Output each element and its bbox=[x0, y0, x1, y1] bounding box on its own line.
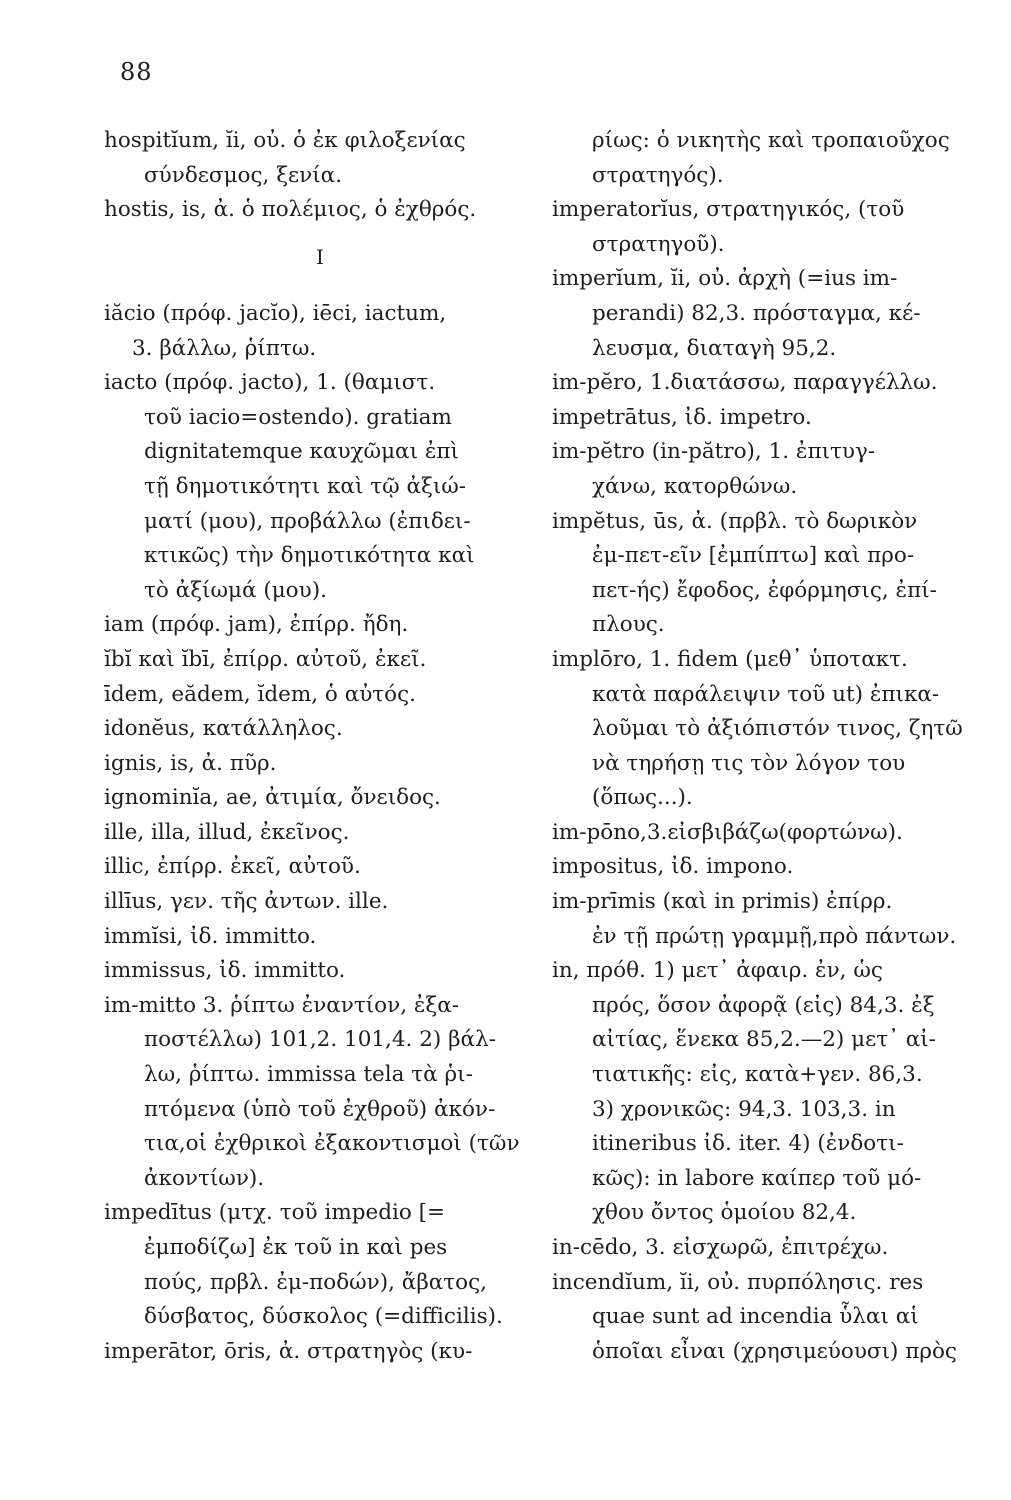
dictionary-line: τοῦ iacio=ostendo). gratiam bbox=[144, 404, 452, 430]
dictionary-line: dignitatemque καυχῶμαι ἐπὶ bbox=[144, 439, 459, 465]
dictionary-line: ἀκοντίων). bbox=[144, 1165, 265, 1191]
dictionary-line: 3) χρονικῶς: 94,3. 103,3. in bbox=[592, 1096, 896, 1122]
dictionary-line: 3. βάλλω, ῥίπτω. bbox=[132, 335, 317, 361]
dictionary-line: im-mitto 3. ῥίπτω ἐναντίον, ἐξα- bbox=[104, 992, 460, 1018]
dictionary-line: ἐμποδίζω] ἐκ τοῦ in καὶ pes bbox=[144, 1235, 448, 1260]
dictionary-line: im-pĕtro (in-pătro), 1. ἐπιτυγ- bbox=[552, 439, 876, 465]
dictionary-line: ignominĭa, ae, ἀτιμία, ὄνειδος. bbox=[104, 785, 441, 811]
section-letter-heading bbox=[104, 228, 544, 297]
dictionary-line: im-pĕro, 1.διατάσσω, παραγγέλλω. bbox=[552, 370, 938, 396]
dictionary-line: itineribus ἰδ. iter. 4) (ἐνδοτι- bbox=[592, 1131, 904, 1157]
dictionary-line: κατὰ παράλειψιν τοῦ ut) ἐπικα- bbox=[592, 681, 940, 707]
section-letter: I bbox=[316, 244, 324, 269]
dictionary-line: ματί (μου), προβάλλω (ἐπιδει- bbox=[144, 508, 471, 534]
dictionary-line: πτόμενα (ὑπὸ τοῦ ἐχθροῦ) ἀκόν- bbox=[144, 1096, 496, 1122]
dictionary-line: (ὅπως...). bbox=[592, 785, 693, 811]
dictionary-line: im-pōno,3.εἰσβιβάζω(φορτώνω). bbox=[552, 819, 903, 845]
dictionary-line: νὰ τηρήσῃ τις τὸν λόγον του bbox=[592, 750, 906, 776]
dictionary-line: impetrātus, ἰδ. impetro. bbox=[552, 404, 812, 430]
dictionary-line: στρατηγός). bbox=[592, 162, 724, 188]
dictionary-line: iăcio (πρόφ. jacĭo), iēci, iactum, bbox=[104, 300, 447, 326]
dictionary-line: κῶς): in labore καίπερ τοῦ μό- bbox=[592, 1165, 922, 1191]
dictionary-line: iacto (πρόφ. jacto), 1. (θαμιστ. bbox=[104, 370, 436, 396]
dictionary-line: impĕtus, ūs, ἀ. (πρβλ. τὸ δωρικὸν bbox=[552, 508, 918, 534]
left-column bbox=[104, 124, 544, 1369]
dictionary-line: ignis, is, ἀ. πῦρ. bbox=[104, 750, 277, 776]
dictionary-line: χθου ὄντος ὁμοίου 82,4. bbox=[592, 1200, 857, 1226]
dictionary-line: ille, illa, illud, ἐκεῖνος. bbox=[104, 819, 350, 845]
dictionary-line: in-cēdo, 3. εἰσχωρῶ, ἐπιτρέχω. bbox=[552, 1235, 889, 1260]
dictionary-line: immissus, ἰδ. immitto. bbox=[104, 958, 346, 984]
dictionary-line: πετ-ής) ἔφοδος, ἐφόρμησις, ἐπί- bbox=[592, 577, 937, 603]
dictionary-line: ἐμ-πετ-εῖν [ἐμπίπτω] καὶ προ- bbox=[592, 543, 915, 569]
dictionary-line: ρίως: ὁ νικητὴς καὶ τροπαιοῦχος bbox=[592, 128, 950, 153]
dictionary-line: ὁποῖαι εἶναι (χρησιμεύουσι) πρὸς bbox=[592, 1338, 957, 1364]
dictionary-line: δύσβατος, δύσκολος (=difficilis). bbox=[144, 1304, 503, 1330]
dictionary-line: immĭsi, ἰδ. immitto. bbox=[104, 923, 317, 949]
dictionary-line: κτικῶς) τὴν δημοτικότητα καὶ bbox=[144, 543, 475, 569]
right-column bbox=[552, 124, 978, 1369]
dictionary-line: τια,οἱ ἐχθρικοὶ ἐξακοντισμοὶ (τῶν bbox=[144, 1131, 520, 1157]
dictionary-line: incendĭum, ĭi, οὐ. πυρπόλησις. res bbox=[552, 1269, 924, 1295]
dictionary-line: σύνδεσμος, ξενία. bbox=[144, 162, 343, 188]
dictionary-line: ĭbĭ καὶ ĭbī, ἐπίρρ. αὐτοῦ, ἐκεῖ. bbox=[104, 646, 427, 672]
dictionary-line: hospitĭum, ĭi, οὐ. ὁ ἐκ φιλοξενίας bbox=[104, 128, 466, 153]
dictionary-line: imperatorĭus, στρατηγικός, (τοῦ bbox=[552, 197, 905, 223]
dictionary-line: imperĭum, ĭi, οὐ. ἀρχὴ (=ius im- bbox=[552, 266, 898, 292]
dictionary-line: ἐν τῇ πρώτῃ γραμμῇ,πρὸ πάντων. bbox=[592, 923, 957, 949]
dictionary-line: πούς, πρβλ. ἐμ-ποδών), ἄβατος, bbox=[144, 1269, 487, 1295]
dictionary-line: implōro, 1. fidem (μεθ᾽ ὑποτακτ. bbox=[552, 646, 908, 672]
dictionary-line: αἰτίας, ἕνεκα 85,2.—2) μετ᾽ αἰ- bbox=[592, 1027, 936, 1053]
dictionary-line: ποστέλλω) 101,2. 101,4. 2) βάλ- bbox=[144, 1027, 496, 1053]
dictionary-line: illic, ἐπίρρ. ἐκεῖ, αὐτοῦ. bbox=[104, 854, 361, 880]
dictionary-line: χάνω, κατορθώνω. bbox=[592, 473, 798, 499]
dictionary-line: im-prīmis (καὶ in primis) ἐπίρρ. bbox=[552, 889, 893, 915]
dictionary-line: illīus, γεν. τῆς ἀντων. ille. bbox=[104, 889, 389, 915]
dictionary-line: quae sunt ad incendia ὗλαι αἱ bbox=[592, 1304, 919, 1330]
dictionary-line: τῇ δημοτικότητι καὶ τῷ ἀξιώ- bbox=[144, 473, 467, 499]
dictionary-line: λω, ῥίπτω. immissa tela τὰ ῥι- bbox=[144, 1062, 473, 1088]
dictionary-line: iam (πρόφ. jam), ἐπίρρ. ἤδη. bbox=[104, 612, 409, 638]
dictionary-line: hostis, is, ἀ. ὁ πολέμιος, ὁ ἐχθρός. bbox=[104, 197, 477, 223]
dictionary-line: στρατηγοῦ). bbox=[592, 231, 725, 257]
dictionary-line: τὸ ἀξίωμά (μου). bbox=[144, 577, 327, 603]
dictionary-line: τιατικῆς: εἰς, κατὰ+γεν. 86,3. bbox=[592, 1062, 923, 1088]
dictionary-line: perandi) 82,3. πρόσταγμα, κέ- bbox=[592, 300, 921, 326]
dictionary-line: īdem, eădem, ĭdem, ὁ αὐτός. bbox=[104, 681, 417, 707]
dictionary-line: impositus, ἰδ. impono. bbox=[552, 854, 794, 880]
dictionary-line: imperātor, ōris, ἀ. στρατηγὸς (κυ- bbox=[104, 1338, 473, 1364]
dictionary-line: πρός, ὅσον ἀφορᾷ (εἰς) 84,3. ἐξ bbox=[592, 992, 935, 1018]
dictionary-line: λευσμα, διαταγὴ 95,2. bbox=[592, 335, 837, 361]
dictionary-line: impedītus (μτχ. τοῦ impedio [= bbox=[104, 1200, 446, 1226]
dictionary-line: idonĕus, κατάλληλος. bbox=[104, 716, 343, 742]
dictionary-line: πλους. bbox=[592, 612, 665, 638]
dictionary-line: in, πρόθ. 1) μετ᾽ ἀφαιρ. ἐν, ὡς bbox=[552, 958, 883, 984]
page-number: 88 bbox=[120, 58, 153, 86]
dictionary-line: λοῦμαι τὸ ἀξιόπιστόν τινος, ζητῶ bbox=[592, 716, 963, 742]
